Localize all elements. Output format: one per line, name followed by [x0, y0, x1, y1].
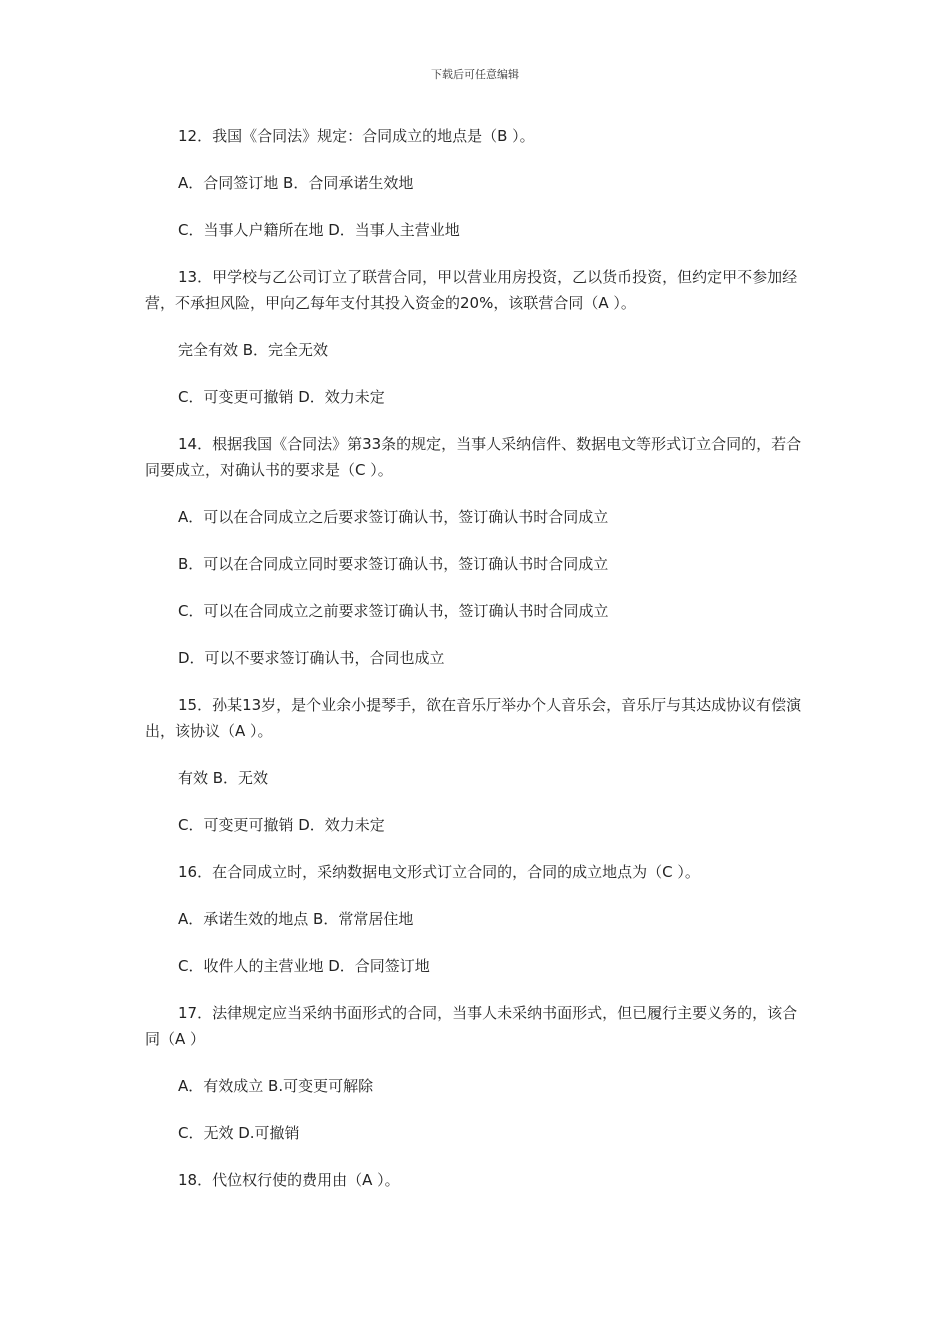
question-12-stem: 12．我国《合同法》规定：合同成立的地点是（B ）。	[178, 127, 535, 145]
question-14-option-c: C．可以在合同成立之前要求签订确认书，签订确认书时合同成立	[178, 602, 609, 620]
question-14-option-a: A．可以在合同成立之后要求签订确认书，签订确认书时合同成立	[178, 508, 609, 526]
question-16-options-cd: C．收件人的主营业地 D．合同签订地	[178, 957, 430, 975]
question-16-options-ab: A．承诺生效的地点 B．常常居住地	[178, 910, 414, 928]
question-14-option-d: D．可以不要求签订确认书，合同也成立	[178, 649, 445, 667]
question-14-stem: 14．根据我国《合同法》第33条的规定，当事人采纳信件、数据电文等形式订立合同的，若合同要成立，对确认书的要求是（C ）。	[145, 435, 802, 479]
page-header: 下载后可任意编辑	[431, 68, 519, 81]
question-17-options-ab: A．有效成立 B.可变更可解除	[178, 1077, 374, 1095]
question-16-stem: 16．在合同成立时，采纳数据电文形式订立合同的，合同的成立地点为（C ）。	[178, 863, 700, 881]
question-12-options-ab: A．合同签订地 B．合同承诺生效地	[178, 174, 414, 192]
question-13-stem: 13．甲学校与乙公司订立了联营合同，甲以营业用房投资，乙以货币投资，但约定甲不参加经营，不承担风险，甲向乙每年支付其投入资金的20%，该联营合同（A ）。	[145, 268, 798, 312]
question-15-stem: 15．孙某13岁，是个业余小提琴手，欲在音乐厅举办个人音乐会，音乐厅与其达成协议有偿演出，该协议（A ）。	[145, 696, 802, 740]
question-13-options-ab: 完全有效 B．完全无效	[178, 341, 329, 359]
question-17-options-cd: C．无效 D.可撤销	[178, 1124, 300, 1142]
question-15-options-ab: 有效 B．无效	[178, 769, 269, 787]
question-12-options-cd: C．当事人户籍所在地 D．当事人主营业地	[178, 221, 460, 239]
question-13-options-cd: C．可变更可撤销 D．效力未定	[178, 388, 385, 406]
question-15-options-cd: C．可变更可撤销 D．效力未定	[178, 816, 385, 834]
question-18-stem: 18．代位权行使的费用由（A ）。	[178, 1171, 400, 1189]
question-17-stem: 17．法律规定应当采纳书面形式的合同，当事人未采纳书面形式，但已履行主要义务的，该合同（A ）	[145, 1004, 798, 1048]
question-14-option-b: B．可以在合同成立同时要求签订确认书，签订确认书时合同成立	[178, 555, 609, 573]
